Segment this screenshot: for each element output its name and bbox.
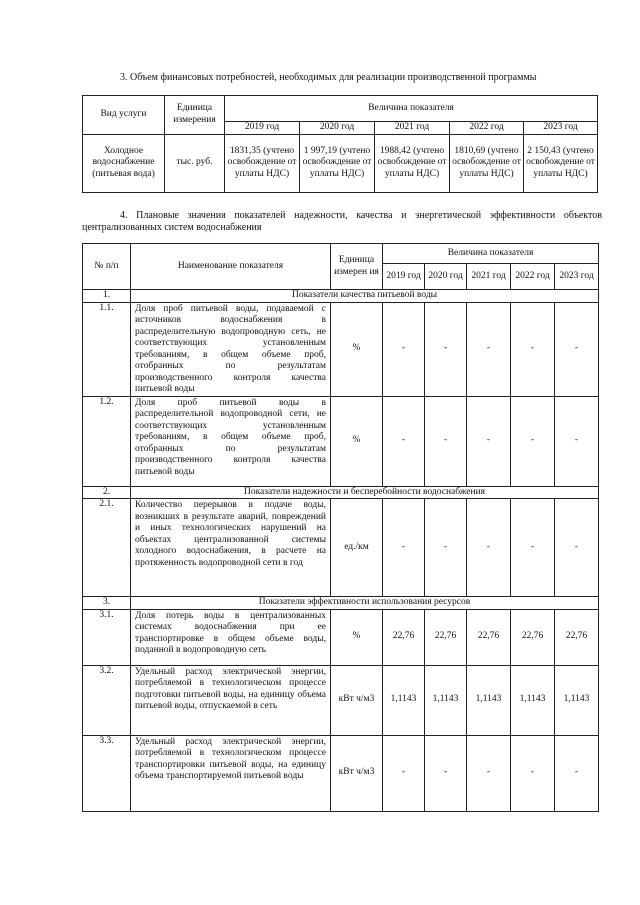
indicator-unit: кВт ч/м3: [331, 665, 383, 735]
indicator-value: -: [383, 396, 425, 486]
indicator-value: -: [467, 302, 511, 396]
indicator-value: 1,1143: [425, 665, 467, 735]
year-header: 2023 год: [555, 264, 599, 290]
value-cell: 1988,42 (учтено освобождение от уплаты НДС): [375, 134, 450, 192]
fin-data-row: [83, 134, 598, 192]
indicator-value: -: [383, 735, 425, 811]
value-cell: 1831,35 (учтено освобождение от уплаты НДС): [225, 134, 300, 192]
indicator-num: 2.1.: [83, 499, 131, 597]
indicator-row: [83, 609, 599, 665]
indicator-value: -: [467, 396, 511, 486]
indicator-value: -: [425, 396, 467, 486]
indicator-row: [83, 665, 599, 735]
indicators-table: [82, 243, 599, 812]
indicator-value: 22,76: [511, 609, 555, 665]
indicator-value: -: [425, 499, 467, 597]
indicator-value: -: [555, 499, 599, 597]
financial-needs-table: [82, 95, 598, 193]
indicator-row: [83, 499, 599, 597]
indicator-name: Доля потерь воды в централизованных системах водоснабжения при ее транспортировке в общем объеме воды, поданной в водопроводную сеть: [131, 609, 331, 665]
indicator-unit: кВт ч/м3: [331, 735, 383, 811]
year-header: 2020 год: [425, 264, 467, 290]
indicator-value: -: [511, 396, 555, 486]
indicator-num: 3.2.: [83, 665, 131, 735]
col-header-service: Вид услуги: [83, 96, 165, 135]
indicator-value: -: [511, 735, 555, 811]
indicator-row: [83, 302, 599, 396]
indicator-value: -: [383, 499, 425, 597]
indicator-name: Удельный расход электрической энергии, потребляемой в технологическом процессе подготовки питьевой воды, на единицу объема питьевой воды, отпускаемой в сеть: [131, 665, 331, 735]
indicator-value: -: [383, 302, 425, 396]
indicator-value: 1,1143: [383, 665, 425, 735]
indicator-num: 3.1.: [83, 609, 131, 665]
indicator-value: -: [555, 396, 599, 486]
year-header: 2020 год: [300, 122, 375, 135]
indicator-num: 1.1.: [83, 302, 131, 396]
indicator-value: 1,1143: [467, 665, 511, 735]
section-4-heading: 4. Плановые значения показателей надежности, качества и энергетической эффективности объектов централизованных систем водоснабжения: [82, 210, 602, 233]
value-cell: 2 150,43 (учтено освобождение от уплаты НДС): [524, 134, 598, 192]
indicator-value: 1,1143: [555, 665, 599, 735]
year-header: 2023 год: [524, 122, 598, 135]
indicator-name: Доля проб питьевой воды в распределительной водопроводной сети, не соответствующих установленным требованиям, в общем объеме проб, отобранных по результатам производственного контроля качества питьевой воды: [131, 396, 331, 486]
indicator-value: 22,76: [425, 609, 467, 665]
value-cell: 1 997,19 (учтено освобождение от уплаты НДС): [300, 134, 375, 192]
indicator-unit: %: [331, 609, 383, 665]
year-header: 2021 год: [467, 264, 511, 290]
indicator-name: Доля проб питьевой воды, подаваемой с источников водоснабжения в распределительную водопроводную сеть, не соответствующих установленным требованиям, в общем объеме проб, отобранных по результатам производственного контроля качества питьевой воды: [131, 302, 331, 396]
indicator-num: 3.3.: [83, 735, 131, 811]
year-header: 2022 год: [511, 264, 555, 290]
indicator-value: -: [511, 302, 555, 396]
section-title: Показатели эффективности использования ресурсов: [131, 597, 599, 610]
indicator-value: -: [555, 302, 599, 396]
indicator-value: 22,76: [467, 609, 511, 665]
indicator-num: 1.2.: [83, 396, 131, 486]
section-3-heading: 3. Объем финансовых потребностей, необходимых для реализации производственной программы: [120, 72, 537, 83]
indicator-unit: %: [331, 396, 383, 486]
col-header-value: Величина показателя: [225, 96, 598, 122]
indicator-unit: ед./км: [331, 499, 383, 597]
indicator-value: -: [467, 735, 511, 811]
indicator-value: -: [425, 735, 467, 811]
indicator-row: [83, 735, 599, 811]
section-num: 3.: [83, 597, 131, 610]
col-header-name: Наименование показателя: [131, 244, 331, 290]
indicator-value: 22,76: [555, 609, 599, 665]
section-row: [83, 290, 599, 303]
year-header: 2021 год: [375, 122, 450, 135]
indicator-name: Количество перерывов в подаче воды, возникших в результате аварий, повреждений и иных технологических нарушений на объектах централизованной системы холодного водоснабжения, в расчете на протяженность водопроводной сети в год: [131, 499, 331, 597]
indicator-value: 1,1143: [511, 665, 555, 735]
year-header: 2022 год: [450, 122, 524, 135]
section-title: Показатели надежности и бесперебойности водоснабжения: [131, 486, 599, 499]
unit-cell: тыс. руб.: [165, 134, 225, 192]
col-header-value: Величина показателя: [383, 244, 599, 264]
indicator-value: -: [425, 302, 467, 396]
section-num: 1.: [83, 290, 131, 303]
section-num: 2.: [83, 486, 131, 499]
col-header-unit: Единица измерен ия: [331, 244, 383, 290]
indicator-unit: %: [331, 302, 383, 396]
indicator-value: 22,76: [383, 609, 425, 665]
service-name: Холодное водоснабжение (питьевая вода): [83, 134, 165, 192]
col-header-num: № п/п: [83, 244, 131, 290]
indicator-row: [83, 396, 599, 486]
indicator-value: -: [555, 735, 599, 811]
section-row: [83, 486, 599, 499]
indicator-name: Удельный расход электрической энергии, потребляемой в технологическом процессе транспортировки питьевой воды, на единицу объема транспортируемой питьевой воды: [131, 735, 331, 811]
year-header: 2019 год: [225, 122, 300, 135]
year-header: 2019 год: [383, 264, 425, 290]
section-title: Показатели качества питьевой воды: [131, 290, 599, 303]
section-row: [83, 597, 599, 610]
indicator-value: -: [467, 499, 511, 597]
col-header-unit: Единица измерения: [165, 96, 225, 135]
value-cell: 1810,69 (учтено освобождение от уплаты НДС): [450, 134, 524, 192]
indicator-value: -: [511, 499, 555, 597]
